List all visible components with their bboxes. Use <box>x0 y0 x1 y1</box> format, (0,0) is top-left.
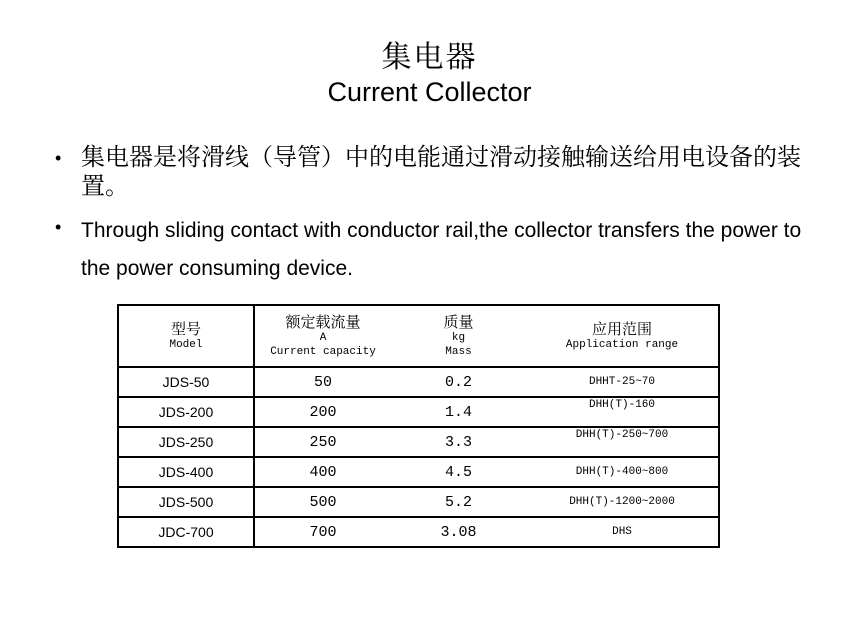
cell-mass: 3.3 <box>391 427 526 457</box>
bullet-icon: • <box>55 148 62 168</box>
table-row <box>118 457 719 487</box>
cell-range: DHH(T)-400~800 <box>526 457 719 487</box>
table-header-row <box>118 305 719 367</box>
column-header-mass-en: Mass <box>445 345 472 358</box>
spec-table <box>117 304 720 548</box>
cell-model: JDS-50 <box>118 367 254 397</box>
bullet-text-english: Through sliding contact with conductor rail,the collector transfers the power to the power consuming device. <box>81 219 802 280</box>
table-row <box>118 487 719 517</box>
cell-range: DHS <box>526 517 719 547</box>
cell-model: JDS-500 <box>118 487 254 517</box>
column-header-capacity-en: Current capacity <box>270 345 376 358</box>
cell-capacity: 250 <box>254 427 391 457</box>
cell-mass: 4.5 <box>391 457 526 487</box>
column-header-capacity-zh: 额定载流量 <box>285 313 361 331</box>
cell-capacity: 400 <box>254 457 391 487</box>
table-body <box>118 367 719 547</box>
bullet-list <box>55 143 815 288</box>
column-header-mass <box>391 305 526 367</box>
cell-capacity: 50 <box>254 367 391 397</box>
cell-range: DHHT-25~70 <box>526 367 719 397</box>
cell-model: JDC-700 <box>118 517 254 547</box>
cell-mass: 5.2 <box>391 487 526 517</box>
title-english: Current Collector <box>327 77 532 107</box>
column-header-model-zh: 型号 <box>170 320 201 338</box>
cell-model: JDS-400 <box>118 457 254 487</box>
column-header-range-en: Application range <box>565 338 679 351</box>
column-header-range <box>526 305 719 367</box>
cell-capacity: 700 <box>254 517 391 547</box>
title-chinese: 集电器 <box>381 41 478 74</box>
bullet-item-chinese <box>55 143 815 201</box>
table-row <box>118 397 719 427</box>
cell-capacity: 500 <box>254 487 391 517</box>
table-row <box>118 427 719 457</box>
column-header-range-zh: 应用范围 <box>591 320 652 338</box>
cell-model: JDS-250 <box>118 427 254 457</box>
cell-range: DHH(T)-160 <box>526 397 719 427</box>
column-header-capacity-unit: A <box>319 331 327 344</box>
cell-range: DHH(T)-250~700 <box>526 427 719 457</box>
table-header <box>118 305 719 367</box>
cell-mass: 3.08 <box>391 517 526 547</box>
bullet-text-chinese: 集电器是将滑线（导管）中的电能通过滑动接触输送给用电设备的装置。 <box>81 144 801 200</box>
column-header-mass-zh: 质量 <box>443 313 474 331</box>
cell-range: DHH(T)-1200~2000 <box>526 487 719 517</box>
cell-model: JDS-200 <box>118 397 254 427</box>
column-header-model-en: Model <box>169 338 203 351</box>
column-header-capacity <box>254 305 391 367</box>
bullet-icon: • <box>55 217 62 237</box>
cell-capacity: 200 <box>254 397 391 427</box>
cell-mass: 0.2 <box>391 367 526 397</box>
bullet-item-english <box>55 212 815 288</box>
column-header-mass-unit: kg <box>451 331 466 344</box>
cell-mass: 1.4 <box>391 397 526 427</box>
table-row <box>118 367 719 397</box>
column-header-model <box>118 305 254 367</box>
slide-title <box>0 40 859 108</box>
table-row <box>118 517 719 547</box>
